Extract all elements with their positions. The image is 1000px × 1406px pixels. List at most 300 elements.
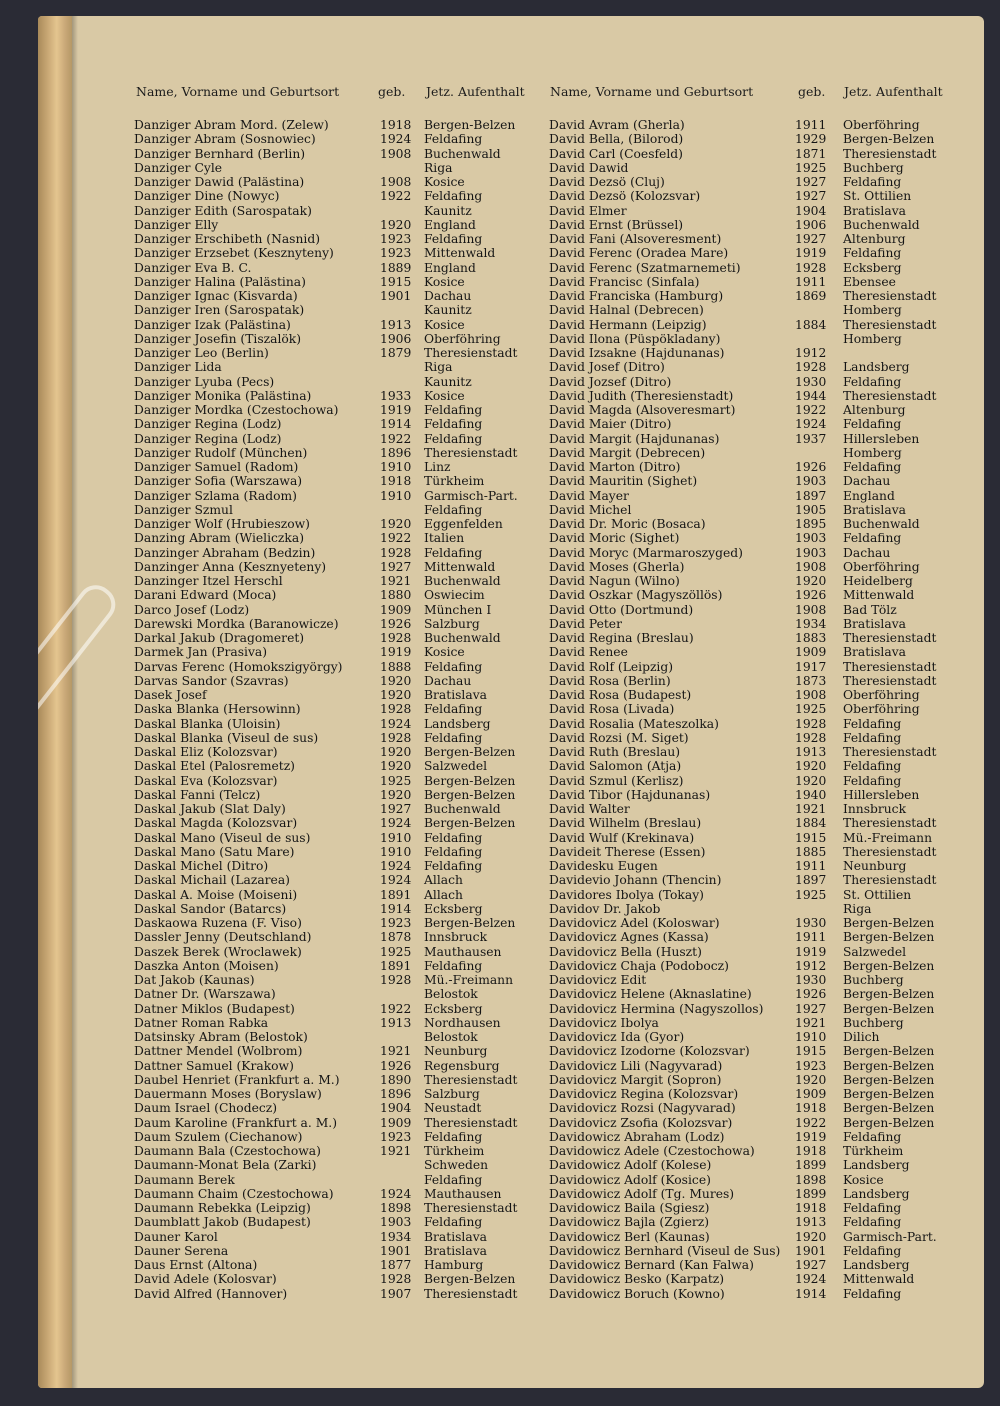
entry-location: Ecksberg <box>424 901 483 916</box>
entry-location: Buchenwald <box>843 217 920 232</box>
entry-name: Danziger Dawid (Palästina) <box>134 175 305 189</box>
entry-year: 1918 <box>795 1101 827 1116</box>
list-item <box>549 802 979 816</box>
list-item <box>134 332 534 346</box>
entry-location: Homberg <box>843 331 902 346</box>
list-item <box>549 1016 979 1030</box>
entry-year: 1920 <box>795 1072 827 1087</box>
list-item <box>549 360 979 374</box>
entry-location: Bergen-Belzen <box>843 987 935 1002</box>
entry-year: 1934 <box>795 616 827 631</box>
list-item <box>549 1116 979 1130</box>
list-item <box>134 1173 534 1187</box>
entry-year: 1928 <box>795 360 827 375</box>
list-item <box>134 1087 534 1101</box>
header-year-left: geb. <box>378 84 406 99</box>
entry-location: Theresienstadt <box>843 317 937 332</box>
list-item <box>134 1230 534 1244</box>
entry-name: David Ferenc (Oradea Mare) <box>549 246 729 261</box>
entry-year: 1911 <box>795 930 827 945</box>
entry-name: Davidowicz Besko (Karpatz) <box>549 1272 725 1287</box>
entry-location: Mittenwald <box>843 1272 915 1287</box>
entry-name: Danziger Erzsebet (Kesznyteny) <box>134 246 334 261</box>
entry-name: David Wulf (Krekinava) <box>549 830 695 845</box>
list-item <box>549 1230 979 1244</box>
entry-location: Riga <box>424 160 453 175</box>
list-item <box>134 588 534 602</box>
list-item <box>549 745 979 759</box>
entry-location: Theresienstadt <box>424 1201 518 1215</box>
entry-year: 1890 <box>380 1072 412 1087</box>
entry-year: 1933 <box>380 388 412 403</box>
entry-location: Oberföhring <box>424 331 501 346</box>
entry-location: Salzwedel <box>424 759 488 774</box>
entry-name: Danziger Lida <box>134 360 222 375</box>
entry-location: Ebensee <box>843 274 896 289</box>
list-item <box>134 560 534 574</box>
list-item <box>134 759 534 773</box>
entry-name: David Ilona (Püspökladany) <box>549 331 721 346</box>
entry-name: David Franciska (Hamburg) <box>549 289 724 303</box>
list-item <box>549 645 979 659</box>
entry-location: Bergen-Belzen <box>843 132 935 147</box>
entry-name: Darvas Ferenc (Homokszigyörgy) <box>134 659 343 674</box>
list-item <box>549 1059 979 1073</box>
entry-year: 1927 <box>795 1258 827 1272</box>
list-item <box>134 303 534 317</box>
entry-name: David Dezsö (Cluj) <box>549 175 665 189</box>
entry-year: 1909 <box>380 602 412 617</box>
list-item <box>549 731 979 745</box>
entry-location: Feldafing <box>424 730 483 745</box>
entry-year: 1909 <box>795 645 827 660</box>
entry-year: 1908 <box>380 175 412 189</box>
entry-location: Türkheim <box>424 474 485 489</box>
entry-name: David Ruth (Breslau) <box>549 745 681 759</box>
entry-name: Davidowicz Adolf (Kosice) <box>549 1172 711 1187</box>
entry-name: Danziger Iren (Sarospatak) <box>134 303 305 318</box>
list-item <box>134 1287 534 1301</box>
entry-year: 1944 <box>795 388 827 403</box>
entry-name: Dattner Samuel (Krakow) <box>134 1058 294 1073</box>
list-item <box>549 1030 979 1044</box>
entry-name: Daumann Rebekka (Leipzig) <box>134 1201 311 1215</box>
entry-location: Bergen-Belzen <box>424 916 516 930</box>
entry-name: Danzinger Anna (Kesznyeteny) <box>134 559 327 574</box>
entry-year: 1922 <box>380 531 412 546</box>
entry-location: Bad Tölz <box>843 602 897 617</box>
entry-location: Theresienstadt <box>424 445 518 460</box>
entry-location: Schweden <box>424 1158 489 1173</box>
entry-location: Buchenwald <box>424 574 501 588</box>
entry-year: 1878 <box>380 930 412 945</box>
list-item <box>549 189 979 203</box>
entry-location: Homberg <box>843 303 902 318</box>
book-page <box>38 16 984 1388</box>
entry-name: Daskal A. Moise (Moiseni) <box>134 887 298 902</box>
entry-year: 1913 <box>795 745 827 759</box>
entry-location: Theresienstadt <box>424 1286 518 1301</box>
entry-name: Davidowicz Baila (Sgiesz) <box>549 1201 710 1215</box>
list-item <box>549 446 979 460</box>
entry-name: David Michel <box>549 502 632 517</box>
entry-name: Davidovicz Helene (Aknaslatine) <box>549 987 752 1002</box>
entry-location: Theresienstadt <box>424 1072 518 1087</box>
list-item <box>549 973 979 987</box>
list-item <box>134 1016 534 1030</box>
list-item <box>134 845 534 859</box>
entry-name: Darani Edward (Moca) <box>134 588 277 603</box>
entry-name: David Rosa (Budapest) <box>549 688 692 702</box>
entry-name: David Bella, (Bilorod) <box>549 132 684 147</box>
entry-name: Danzing Abram (Wieliczka) <box>134 531 304 546</box>
entry-location: Bergen-Belzen <box>843 1001 935 1016</box>
entry-location: Mittenwald <box>424 559 496 574</box>
list-item <box>549 460 979 474</box>
list-item <box>134 574 534 588</box>
entry-year: 1926 <box>795 460 827 474</box>
list-item <box>549 389 979 403</box>
entry-name: Davidowicz Bernard (Kan Falwa) <box>549 1258 754 1272</box>
entry-location: Theresienstadt <box>843 388 937 403</box>
list-item <box>549 318 979 332</box>
entry-name: David Izsakne (Hajdunanas) <box>549 346 725 360</box>
entry-name: Davidovicz Adel (Koloswar) <box>549 916 720 930</box>
list-item <box>134 902 534 916</box>
entry-year: 1879 <box>380 346 412 360</box>
entry-year: 1922 <box>380 1001 412 1016</box>
list-item <box>549 788 979 802</box>
entry-name: Datner Roman Rabka <box>134 1015 269 1030</box>
list-item <box>549 1187 979 1201</box>
list-item <box>134 446 534 460</box>
list-item <box>134 517 534 531</box>
entry-name: Dauner Serena <box>134 1243 229 1258</box>
entry-year: 1897 <box>795 488 827 503</box>
entry-location: Mittenwald <box>424 246 496 261</box>
entry-name: David Oszkar (Magyszöllös) <box>549 588 723 603</box>
entry-location: Bergen-Belzen <box>843 1058 935 1073</box>
entry-year: 1928 <box>380 730 412 745</box>
entry-location: Theresienstadt <box>843 745 937 759</box>
entry-year: 1925 <box>795 160 827 175</box>
entry-location: Belostok <box>424 1030 478 1044</box>
list-item <box>549 674 979 688</box>
entry-name: Danziger Dine (Nowyc) <box>134 189 280 204</box>
entry-name: Danziger Abram Mord. (Zelew) <box>134 118 329 132</box>
entry-year: 1920 <box>380 217 412 232</box>
entry-year: 1919 <box>380 403 412 417</box>
entry-name: Davidovicz Chaja (Podobocz) <box>549 958 729 973</box>
entry-name: Daszek Berek (Wroclawek) <box>134 944 302 959</box>
entry-location: Feldafing <box>843 417 902 432</box>
list-item <box>549 631 979 645</box>
list-item <box>549 945 979 959</box>
entry-name: Danziger Regina (Lodz) <box>134 417 282 432</box>
list-item <box>549 816 979 830</box>
entry-year: 1904 <box>380 1101 412 1116</box>
entry-location: Feldafing <box>424 189 483 204</box>
list-item <box>549 1173 979 1187</box>
entry-year: 1918 <box>380 118 412 132</box>
entry-name: Daska Blanka (Hersowinn) <box>134 702 301 717</box>
entry-name: Davidovicz Izodorne (Kolozsvar) <box>549 1044 750 1059</box>
entry-name: Davidovicz Agnes (Kassa) <box>549 930 709 945</box>
list-item <box>134 859 534 873</box>
entry-location: Feldafing <box>843 460 902 474</box>
entry-location: Bergen-Belzen <box>424 816 516 831</box>
entry-location: Türkheim <box>843 1144 904 1158</box>
entry-year: 1922 <box>795 1115 827 1130</box>
entry-name: Daskal Mano (Viseul de sus) <box>134 830 311 845</box>
entry-year: 1871 <box>795 146 827 161</box>
entry-name: Daum Szulem (Ciechanow) <box>134 1129 303 1144</box>
list-item <box>549 403 979 417</box>
entry-location: Bratislava <box>843 645 906 660</box>
entry-location: Theresienstadt <box>424 346 518 360</box>
entry-location: Garmisch-Part. <box>843 1229 937 1244</box>
entry-year: 1926 <box>795 987 827 1002</box>
entry-location: Feldafing <box>843 759 902 774</box>
entry-name: Daumblatt Jakob (Budapest) <box>134 1215 311 1230</box>
entry-year: 1901 <box>795 1243 827 1258</box>
entry-year: 1928 <box>380 973 412 987</box>
entry-location: Bergen-Belzen <box>424 787 516 802</box>
list-item <box>134 930 534 944</box>
list-item <box>549 702 979 716</box>
entry-location: Salzburg <box>424 1087 480 1101</box>
entry-location: Dachau <box>424 673 472 688</box>
entry-name: Daskal Sandor (Batarcs) <box>134 901 287 916</box>
entry-year: 1930 <box>795 973 827 987</box>
entry-year: 1909 <box>380 1115 412 1130</box>
entry-year: 1891 <box>380 887 412 902</box>
entry-location: Altenburg <box>843 403 906 417</box>
entry-name: Davidov Dr. Jakob <box>549 901 661 916</box>
entry-name: Davidovicz Bella (Huszt) <box>549 944 702 959</box>
entry-location: Theresienstadt <box>424 1115 518 1130</box>
list-item <box>549 774 979 788</box>
entry-year: 1926 <box>380 616 412 631</box>
entry-year: 1920 <box>795 773 827 788</box>
list-item <box>549 902 979 916</box>
entry-name: Danziger Eva B. C. <box>134 260 252 275</box>
list-item <box>549 930 979 944</box>
header-place-right: Jetz. Aufenthalt <box>844 84 943 99</box>
list-item <box>549 517 979 531</box>
entry-location: Bratislava <box>424 688 487 702</box>
list-item <box>134 1130 534 1144</box>
entry-year: 1914 <box>380 901 412 916</box>
entry-year: 1922 <box>795 403 827 417</box>
entry-year: 1940 <box>795 787 827 802</box>
entry-name: Daum Karoline (Frankfurt a. M.) <box>134 1115 338 1130</box>
entry-year: 1898 <box>795 1172 827 1187</box>
list-item <box>549 489 979 503</box>
entry-year: 1927 <box>380 559 412 574</box>
entry-name: Davidovicz Regina (Kolozsvar) <box>549 1087 739 1101</box>
entry-location: Kosice <box>424 388 465 403</box>
entry-location: Feldafing <box>843 773 902 788</box>
list-item <box>134 1030 534 1044</box>
entry-year: 1903 <box>795 531 827 546</box>
entry-year: 1926 <box>380 1058 412 1073</box>
entry-name: Darmek Jan (Prasiva) <box>134 645 268 660</box>
list-item <box>549 1044 979 1058</box>
entry-location: Allach <box>424 873 463 888</box>
list-item <box>549 1158 979 1172</box>
entry-location: St. Ottilien <box>843 189 912 204</box>
list-item <box>549 688 979 702</box>
entry-location: Feldafing <box>424 431 483 446</box>
entry-location: Theresienstadt <box>843 146 937 161</box>
entry-location: Kosice <box>424 317 465 332</box>
entry-year: 1901 <box>380 1243 412 1258</box>
entry-location: England <box>843 488 895 503</box>
entry-location: Buchberg <box>843 973 904 987</box>
list-item <box>134 945 534 959</box>
entry-name: David Margit (Hajdunanas) <box>549 431 720 446</box>
entry-year: 1908 <box>795 559 827 574</box>
entry-location: Feldafing <box>424 859 483 873</box>
entry-location: Feldafing <box>843 175 902 189</box>
entry-location: Feldafing <box>424 502 483 517</box>
entry-location: Buchenwald <box>424 631 501 645</box>
list-item <box>134 888 534 902</box>
entry-location: Landsberg <box>843 1158 910 1173</box>
entry-location: Buchenwald <box>424 146 501 161</box>
entry-location: Theresienstadt <box>843 844 937 859</box>
entry-location: Buchenwald <box>843 517 920 531</box>
entry-name: Dasek Josef <box>134 688 207 702</box>
entry-location: Mauthausen <box>424 944 502 959</box>
entry-location: Eggenfelden <box>424 517 503 531</box>
entry-name: Darewski Mordka (Baranowicze) <box>134 616 339 631</box>
entry-year: 1885 <box>795 844 827 859</box>
list-item <box>549 332 979 346</box>
entry-name: David Magda (Alsoveresmart) <box>549 403 736 417</box>
entry-location: Feldafing <box>843 1129 902 1144</box>
entry-name: Danziger Elly <box>134 217 219 232</box>
entry-name: Daskal Mano (Satu Mare) <box>134 844 295 859</box>
entry-year: 1920 <box>380 745 412 759</box>
entry-year: 1930 <box>795 916 827 930</box>
entry-name: Danziger Cyle <box>134 160 223 175</box>
entry-year: 1909 <box>795 1087 827 1101</box>
list-item <box>549 1087 979 1101</box>
entry-name: David Josef (Ditro) <box>549 360 665 375</box>
header-place-left: Jetz. Aufenthalt <box>426 84 525 99</box>
entry-name: Davidowicz Abraham (Lodz) <box>549 1129 725 1144</box>
entry-location: Bergen-Belzen <box>843 958 935 973</box>
entry-year: 1921 <box>380 574 412 588</box>
entry-year: 1905 <box>795 502 827 517</box>
entry-name: David Walter <box>549 802 630 816</box>
entry-name: Davidovicz Zsofia (Kolozsvar) <box>549 1115 733 1130</box>
entry-location: Oswiecim <box>424 588 485 603</box>
list-item <box>134 432 534 446</box>
entry-name: David Adele (Kolosvar) <box>134 1272 277 1287</box>
list-item <box>549 859 979 873</box>
entry-year: 1925 <box>795 702 827 717</box>
list-item <box>549 1002 979 1016</box>
entry-location: Bergen-Belzen <box>843 930 935 945</box>
entry-year: 1911 <box>795 274 827 289</box>
entry-name: David Dawid <box>549 160 629 175</box>
entry-name: David Rosa (Livada) <box>549 702 675 717</box>
entry-location: Riga <box>843 901 872 916</box>
list-item <box>549 831 979 845</box>
entry-year: 1924 <box>380 859 412 873</box>
entry-year: 1928 <box>795 260 827 275</box>
list-item <box>134 1244 534 1258</box>
entry-name: Danziger Regina (Lodz) <box>134 431 282 446</box>
entry-name: Davidovicz Lili (Nagyvarad) <box>549 1058 723 1073</box>
list-item <box>134 161 534 175</box>
entry-name: Danziger Sofia (Warszawa) <box>134 474 303 489</box>
entry-location: Mittenwald <box>843 588 915 603</box>
entry-name: Daumann Chaim (Czestochowa) <box>134 1186 334 1201</box>
entry-location: Feldafing <box>424 844 483 859</box>
entry-location: Landsberg <box>843 360 910 375</box>
list-item <box>549 987 979 1001</box>
entry-year: 1908 <box>795 688 827 702</box>
entry-name: David Francisc (Sinfala) <box>549 274 700 289</box>
entry-name: David Dr. Moric (Bosaca) <box>549 517 706 531</box>
entry-year: 1924 <box>380 132 412 147</box>
entry-year: 1928 <box>380 702 412 717</box>
entry-year: 1895 <box>795 517 827 531</box>
entry-year: 1869 <box>795 289 827 303</box>
entry-name: Dauner Karol <box>134 1229 218 1244</box>
entry-name: Danziger Szlama (Radom) <box>134 488 297 503</box>
list-item <box>549 1258 979 1272</box>
entry-location: Kaunitz <box>424 303 472 318</box>
entry-name: David Margit (Debrecen) <box>549 445 706 460</box>
entry-location: Theresienstadt <box>843 873 937 888</box>
entry-name: Danziger Wolf (Hrubieszow) <box>134 517 310 531</box>
list-item <box>134 1158 534 1172</box>
entry-location: Buchberg <box>843 160 904 175</box>
entry-name: David Elmer <box>549 203 627 218</box>
entry-year: 1921 <box>380 1144 412 1158</box>
list-item <box>549 759 979 773</box>
entry-year: 1914 <box>795 1286 827 1301</box>
list-item <box>134 816 534 830</box>
entry-location: Innsbruck <box>424 930 488 945</box>
list-item <box>549 916 979 930</box>
entry-name: Daskal Jakub (Slat Daly) <box>134 802 286 816</box>
entry-name: Davidowicz Bajla (Zgierz) <box>549 1215 710 1230</box>
left-column <box>134 118 534 1301</box>
entry-year: 1930 <box>795 374 827 389</box>
entry-name: David Rosalia (Mateszolka) <box>549 716 719 731</box>
entry-location: Neunburg <box>843 859 907 873</box>
entry-location: Feldafing <box>843 1243 902 1258</box>
entry-name: Daskal Blanka (Viseul de sus) <box>134 730 319 745</box>
list-item <box>134 1116 534 1130</box>
entry-name: Dassler Jenny (Deutschland) <box>134 930 312 945</box>
entry-year: 1928 <box>380 545 412 560</box>
entry-year: 1920 <box>380 673 412 688</box>
list-item <box>134 1144 534 1158</box>
entry-location: England <box>424 260 476 275</box>
list-item <box>134 1002 534 1016</box>
entry-year: 1901 <box>380 289 412 303</box>
entry-name: Davidevio Johann (Thencin) <box>549 873 722 888</box>
list-item <box>134 645 534 659</box>
entry-year: 1914 <box>380 417 412 432</box>
